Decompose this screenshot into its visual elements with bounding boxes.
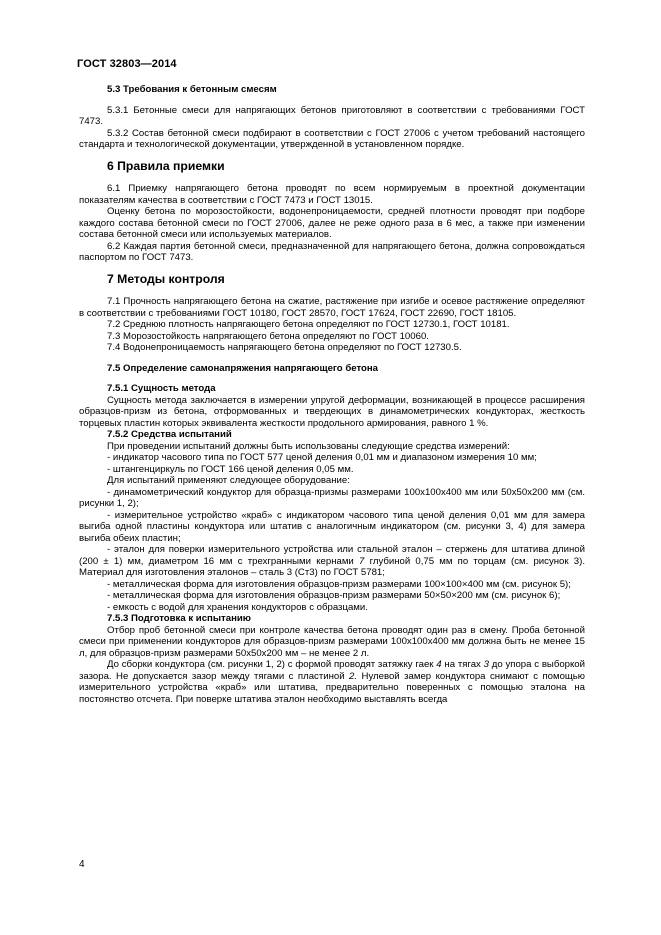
section-7-title: 7 Методы контроля [107,271,225,286]
paragraph-7-1: 7.1 Прочность напрягающего бетона на сжатие, растяжение при изгибе и осевое растяжение определяют в соответствии с требованиями ГОСТ 10180, ГОСТ 28570, ГОСТ 17624, ГОСТ 22690, ГОСТ 18105. [79,296,585,319]
document-header: ГОСТ 32803—2014 [77,58,177,70]
subsection-7-5-3-title: 7.5.3 Подготовка к испытанию [107,613,251,624]
assembly-text-d: Нулевой замер кондуктора снимают с помощью измерительного устройства «краб» или штатива, предварительно поверенных с помощью эталона на постоянство отсчета. При поверке штатива эталон необходимо выставлять всегда [79,670,585,705]
etalon-ref-number: 7 [359,555,365,567]
list-item-crab-device: - измерительное устройство «краб» с индикатором часового типа ценой деления 0,01 мм для замера выгиба одной пластины кондуктора или штатив с аналогичным индикатором (см. рисунки 3, 4) для замера выгиба обеих пластин; [79,509,585,544]
subsection-7-5-2-title: 7.5.2 Средства испытаний [107,429,232,440]
subsection-7-5-1-title: 7.5.1 Сущность метода [107,383,216,394]
list-item-water-tank: - емкость с водой для хранения кондукторов с образцами. [107,601,368,613]
paragraph-6-1: 6.1 Приемку напрягающего бетона проводят по всем нормируемым в проектной документации показателям качества в соответствии с ГОСТ 7473 и ГОСТ 13015. [79,183,585,206]
list-item-caliper: - штангенциркуль по ГОСТ 166 ценой деления 0,05 мм. [107,463,354,475]
document-body [79,84,585,705]
list-item-indicator: - индикатор часового типа по ГОСТ 577 ценой деления 0,01 мм и диапазоном измерения 10 мм; [107,452,537,463]
ref-rod: 3 [483,659,489,670]
etalon-text-a: - эталон для поверки измерительного устройства или стальной эталон – стержень для штатива длиной (200 ± 1) мм, диаметром 16 мм с трехгранными кернами [79,544,585,567]
paragraph-7-5-3-2 [79,659,585,705]
paragraph-7-5-1: Сущность метода заключается в измерении упругой деформации, возникающей в процессе расширения образцов-призм из бетона, отформованных и твердеющих в динамометрических кондукторах, жесткость торцевых пластин которых эквивалента жесткости продольного армирования, равного 1 %. [79,394,585,429]
paragraph-7-5-2-intro: При проведении испытаний должны быть использованы следующие средства измерений: [107,440,510,452]
paragraph-6-2: 6.2 Каждая партия бетонной смеси, предназначенной для напрягающего бетона, должна сопровождаться паспортом по ГОСТ 7473. [79,240,585,263]
list-item-form-100: - металлическая форма для изготовления образцов-призм размерами 100×100×400 мм (см. рисунок 5); [107,578,571,590]
list-item-etalon [79,544,585,579]
paragraph-7-3: 7.3 Морозостойкость напрягающего бетона определяют по ГОСТ 10060. [107,330,429,342]
assembly-text-c: до упора с выборкой зазора. Не допускается зазор между тягами с пластиной [79,659,585,682]
paragraph-7-2: 7.2 Среднюю плотность напрягающего бетона определяют по ГОСТ 12730.1, ГОСТ 10181. [107,319,510,330]
paragraph-5-3-2: 5.3.2 Состав бетонной смеси подбирают в соответствии с ГОСТ 27006 с учетом требований настоящего стандарта и технологической документации, утвержденной в установленном порядке. [79,127,585,150]
assembly-text-a: До сборки кондуктора (см. рисунки 1, 2) с формой проводят затяжку гаек [107,659,434,670]
paragraph-5-3-1: 5.3.1 Бетонные смеси для напрягающих бетонов приготовляют в соответствии с требованиями ГОСТ 7473. [79,104,585,127]
paragraph-6-1-2: Оценку бетона по морозостойкости, водонепроницаемости, средней плотности проводят при подборе каждого состава бетонной смеси по ГОСТ 27006, далее не реже одного раза в 6 мес, а также при изменении состава бетонной смеси или используемых материалов. [79,206,585,240]
list-item-conductor: - динамометрический кондуктор для образца-призмы размерами 100х100х400 мм или 50х50х200 мм (см. рисунки 1, 2); [79,486,585,509]
assembly-text-b: на тягах [444,659,481,670]
section-6-title: 6 Правила приемки [107,158,225,173]
page-number: 4 [79,859,85,870]
ref-plate: 2. [349,670,358,682]
paragraph-7-5-3-1: Отбор проб бетонной смеси при контроле качества бетона проводят один раз в смену. Проба бетонной смеси при применении кондукторов для образцов-призм размерами 100х100х400 мм должна быть не менее 15 л, для образцов-призм размерами 50х50х200 мм – не менее 2 л. [79,624,585,659]
etalon-text-b: глубиной 0,75 мм по торцам (см. рисунок 3). Материал для изготовления эталонов – сталь 3 (Ст3) по ГОСТ 5781; [79,555,585,578]
paragraph-7-4: 7.4 Водонепроницаемость напрягающего бетона определяют по ГОСТ 12730.5. [107,342,462,353]
list-item-form-50: - металлическая форма для изготовления образцов-призм размерами 50×50×200 мм (см. рисунок 6); [107,590,561,601]
ref-nut: 4 [436,659,442,670]
paragraph-equipment-intro: Для испытаний применяют следующее оборудование: [107,475,350,486]
section-5-3-title: 5.3 Требования к бетонным смесям [107,84,277,95]
section-7-5-title: 7.5 Определение самонапряжения напрягающего бетона [107,362,379,374]
